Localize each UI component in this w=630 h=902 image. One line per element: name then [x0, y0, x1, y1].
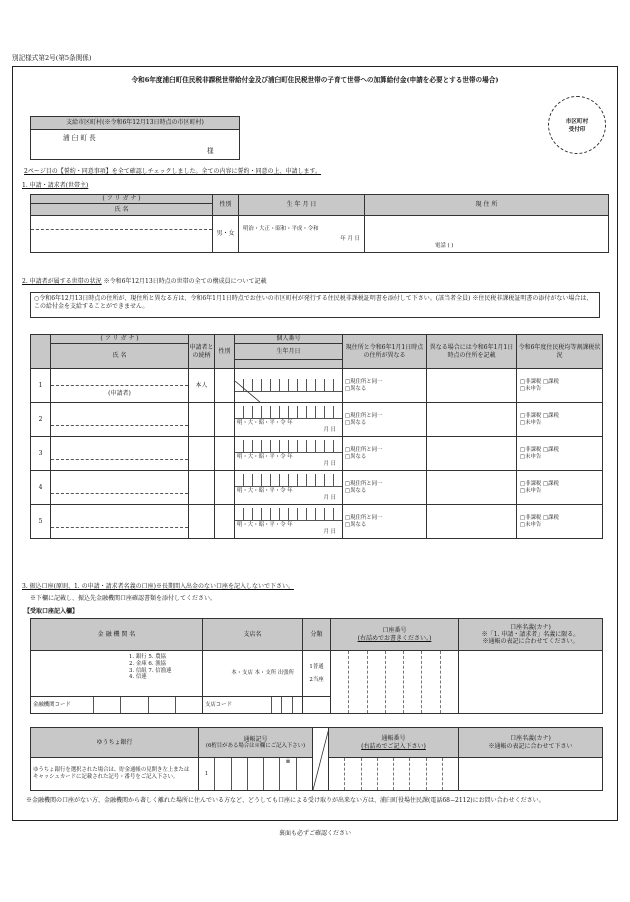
tax-check-field[interactable]: □非課税 □課税 □未申告 [517, 505, 603, 539]
section3-note: ※下欄に記載し、振込先金融機関口座確認書類を添付してください。 [30, 595, 217, 602]
tsucho-symbol-header: 通帳記号 (6桁目がある場合は※欄にご記入下さい) [199, 728, 313, 758]
member-gender-field[interactable] [215, 403, 235, 437]
hh-gender-header: 性別 [215, 335, 235, 369]
section2-title: 2. 申請者が属する世帯の状況 [22, 278, 102, 285]
bank-name-field[interactable]: 1. 銀行 5. 農協 2. 金庫 6. 漁協 3. 信組 7. 信漁連 4. 信連 [31, 651, 203, 697]
addr-check-field[interactable]: □現住所と同一 □異なる [343, 471, 427, 505]
hh-name-header: 氏 名 [51, 344, 189, 369]
tsucho-no-header: 通帳番号 (右詰めでご記入下さい) [329, 728, 459, 758]
section2-notice: ○令和6年12月13日時点の住所が、現住所と異なる方は、令和6年1月1日時点でお住いの市区町村が発行する住民税非課税証明書を添付して下さい。(該当者全員) ※住民税非課税証明書の添付がない場合は、この給付金を支給することができません。 [30, 292, 600, 318]
addr-diff-field[interactable] [427, 403, 517, 437]
municipality-label: 支給市区町村(※令和6年12月13日時点の市区町村) [31, 117, 239, 130]
addr-diff-field[interactable] [427, 505, 517, 539]
hh-furigana-header: ( フ リ ガ ナ ) [51, 335, 189, 344]
yucho-holder-header: 口座名義(カナ) ※通帳の表記に合わせて下さい [459, 728, 603, 758]
applicant-address-field[interactable] [365, 216, 609, 253]
applicant-gender-field[interactable]: 男・女 [213, 216, 239, 253]
seal-line1: 市区町村 [565, 119, 589, 125]
branch-header: 支店名 [203, 619, 303, 651]
municipality-name: 浦 臼 町 長 [63, 134, 96, 142]
member-id-field[interactable] [235, 369, 343, 403]
addr-check-field[interactable]: □現住所と同一 □異なる [343, 437, 427, 471]
form-title: 令和6年度浦臼町住民税非課税世帯給付金及び浦臼町住民税世帯の子育て世帯への加算給付金(申請を必要とする世帯の場合) [131, 76, 499, 84]
addr-check-field[interactable]: □現住所と同一 □異なる [343, 505, 427, 539]
row-number: 1 [31, 369, 51, 403]
member-name-field[interactable] [51, 403, 189, 437]
birth-eras: 明・大・昭・平・令 [237, 487, 286, 494]
hh-id-header: 個人番号 [235, 335, 343, 344]
seal-line2: 受付印 [568, 127, 586, 133]
section2-header [22, 278, 267, 286]
birth-header: 生 年 月 日 [239, 195, 365, 216]
account-box-title: 【受取口座記入欄】 [24, 608, 79, 615]
applicant-table [30, 194, 609, 253]
member-name-field[interactable] [51, 505, 189, 539]
member-relation-field[interactable] [189, 471, 215, 505]
row-number: 5 [31, 505, 51, 539]
hh-tax-header: 令和6年度住民税均等割課税状況 [517, 335, 603, 369]
acct-no-header: 口座番号 (右詰めでお書きください。) [331, 619, 459, 651]
member-gender-field[interactable] [215, 471, 235, 505]
bank-code-field[interactable]: 金融機関コード [31, 697, 203, 714]
bank-name-header: 金 融 機 関 名 [31, 619, 203, 651]
branch-field[interactable]: 本・支店 本・支所 出張所 [203, 651, 303, 697]
name-header: 氏 名 [31, 204, 213, 216]
form-number-label: 別記様式第2号(第5条関係) [12, 54, 92, 62]
member-relation-field[interactable] [189, 437, 215, 471]
relation-self: 本人 [189, 369, 215, 403]
applicant-birth-field[interactable] [239, 216, 365, 253]
tax-check-field[interactable]: □非課税 □課税 □未申告 [517, 471, 603, 505]
member-id-field[interactable]: 明・大・昭・平・令 年 月 日 [235, 437, 343, 471]
municipality-box [30, 116, 240, 160]
hh-addr-diff-header: 異なる場合には令和6年1月1日時点の住所を記載 [427, 335, 517, 369]
gender-header: 性別 [213, 195, 239, 216]
household-table [30, 334, 603, 539]
birth-eras: 明・大・昭・平・令 [237, 453, 286, 460]
section3-title: 3. 振込口座(原則、1. の申請・請求者名義の口座)※長期間入出金のない口座を記入しないで下さい。 [22, 583, 294, 590]
member-relation-field[interactable] [189, 403, 215, 437]
tax-check-field[interactable]: □非課税 □課税 □未申告 [517, 437, 603, 471]
birth-eras: 明・大・昭・平・令 [237, 521, 286, 528]
table-row [31, 403, 603, 437]
yucho-table [30, 727, 603, 791]
applicant-tag: (申請者) [108, 390, 131, 398]
bank-table [30, 618, 603, 714]
birth-ymd: 年 月 日 [340, 235, 360, 242]
member-id-field[interactable]: 明・大・昭・平・令 年 月 日 [235, 505, 343, 539]
acct-type-field[interactable]: 1普通 2当座 [303, 651, 331, 697]
tax-check-field[interactable]: □非課税 □課税 □未申告 [517, 369, 603, 403]
addr-diff-field[interactable] [427, 437, 517, 471]
furigana-header: ( フ リ ガ ナ ) [31, 195, 213, 204]
table-row [31, 505, 603, 539]
table-row [31, 437, 603, 471]
consent-text: 2ページ目の【誓約・同意事項】を全て確認しチェックしました。全ての内容に誓約・同意の上、申請します。 [24, 168, 322, 175]
section1-title: 1. 申請・請求者(世帯主) [22, 182, 89, 189]
addr-check-field[interactable]: □現住所と同一 □異なる [343, 403, 427, 437]
tsucho-no-field[interactable] [329, 758, 459, 791]
hh-addr-same-header: 現住所と令和6年1月1日時点の住所が異なる [343, 335, 427, 369]
page-footer: 裏面も必ずご確認ください [278, 830, 351, 837]
birth-eras: 明治・大正・昭和・平成・令和 [243, 225, 319, 232]
hh-birth-header: 生年月日 [235, 344, 343, 360]
branch-code-field[interactable]: 支店コード [203, 697, 303, 714]
acct-holder-field[interactable] [459, 651, 603, 714]
member-relation-field[interactable] [189, 505, 215, 539]
member-gender-field[interactable] [215, 369, 235, 403]
table-row [31, 369, 603, 403]
phone-label: 電話 ( ) [435, 243, 454, 250]
addr-diff-field[interactable] [427, 369, 517, 403]
tsucho-symbol-field[interactable]: 1 ※ [199, 758, 313, 791]
footer-note: ※金融機関の口座がない方、金融機関から著しく離れた場所に住んでいる方など、どうしても口座による受け取りが出来ない方は、浦臼町役場住民課(電話68−2112)にお問い合わせください。 [26, 797, 545, 804]
table-row [31, 471, 603, 505]
member-id-field[interactable]: 明・大・昭・平・令 年 月 日 [235, 403, 343, 437]
addr-check-field[interactable]: □現住所と同一 □異なる [343, 369, 427, 403]
member-name-field[interactable] [51, 369, 189, 403]
yucho-note: ゆうちょ銀行を選択された場合は、貯金通帳の見開き左上または キャッシュカードに記載された記号・番号をご記入下さい。 [31, 758, 199, 791]
row-number: 2 [31, 403, 51, 437]
hh-relation-header: 申請者との続柄 [189, 335, 215, 369]
member-id-field[interactable]: 明・大・昭・平・令 年 月 日 [235, 471, 343, 505]
addr-diff-field[interactable] [427, 471, 517, 505]
member-name-field[interactable] [51, 437, 189, 471]
reception-seal [548, 96, 606, 154]
member-gender-field[interactable] [215, 505, 235, 539]
yucho-slash [313, 728, 329, 790]
acct-holder-header: 口座名義(カナ) ※「1. 申請・請求者」名義に限る。 ※通帳の表記に合わせてください。 [459, 619, 603, 651]
municipality-suffix: 様 [207, 147, 214, 155]
member-gender-field[interactable] [215, 437, 235, 471]
type-header: 分類 [303, 619, 331, 651]
tax-check-field[interactable]: □非課税 □課税 □未申告 [517, 403, 603, 437]
member-name-field[interactable] [51, 471, 189, 505]
yucho-header: ゆうちょ銀行 [31, 728, 199, 758]
yucho-holder-field[interactable] [459, 758, 603, 791]
applicant-name-field[interactable] [31, 216, 213, 253]
acct-no-field[interactable] [331, 651, 459, 714]
row-number: 3 [31, 437, 51, 471]
id-slash [235, 381, 343, 403]
birth-eras: 明・大・昭・平・令 [237, 419, 286, 426]
row-number: 4 [31, 471, 51, 505]
address-header: 現 住 所 [365, 195, 609, 216]
section2-note: ※令和6年12月13日時点の世帯の全ての構成員について記載 [103, 278, 267, 285]
